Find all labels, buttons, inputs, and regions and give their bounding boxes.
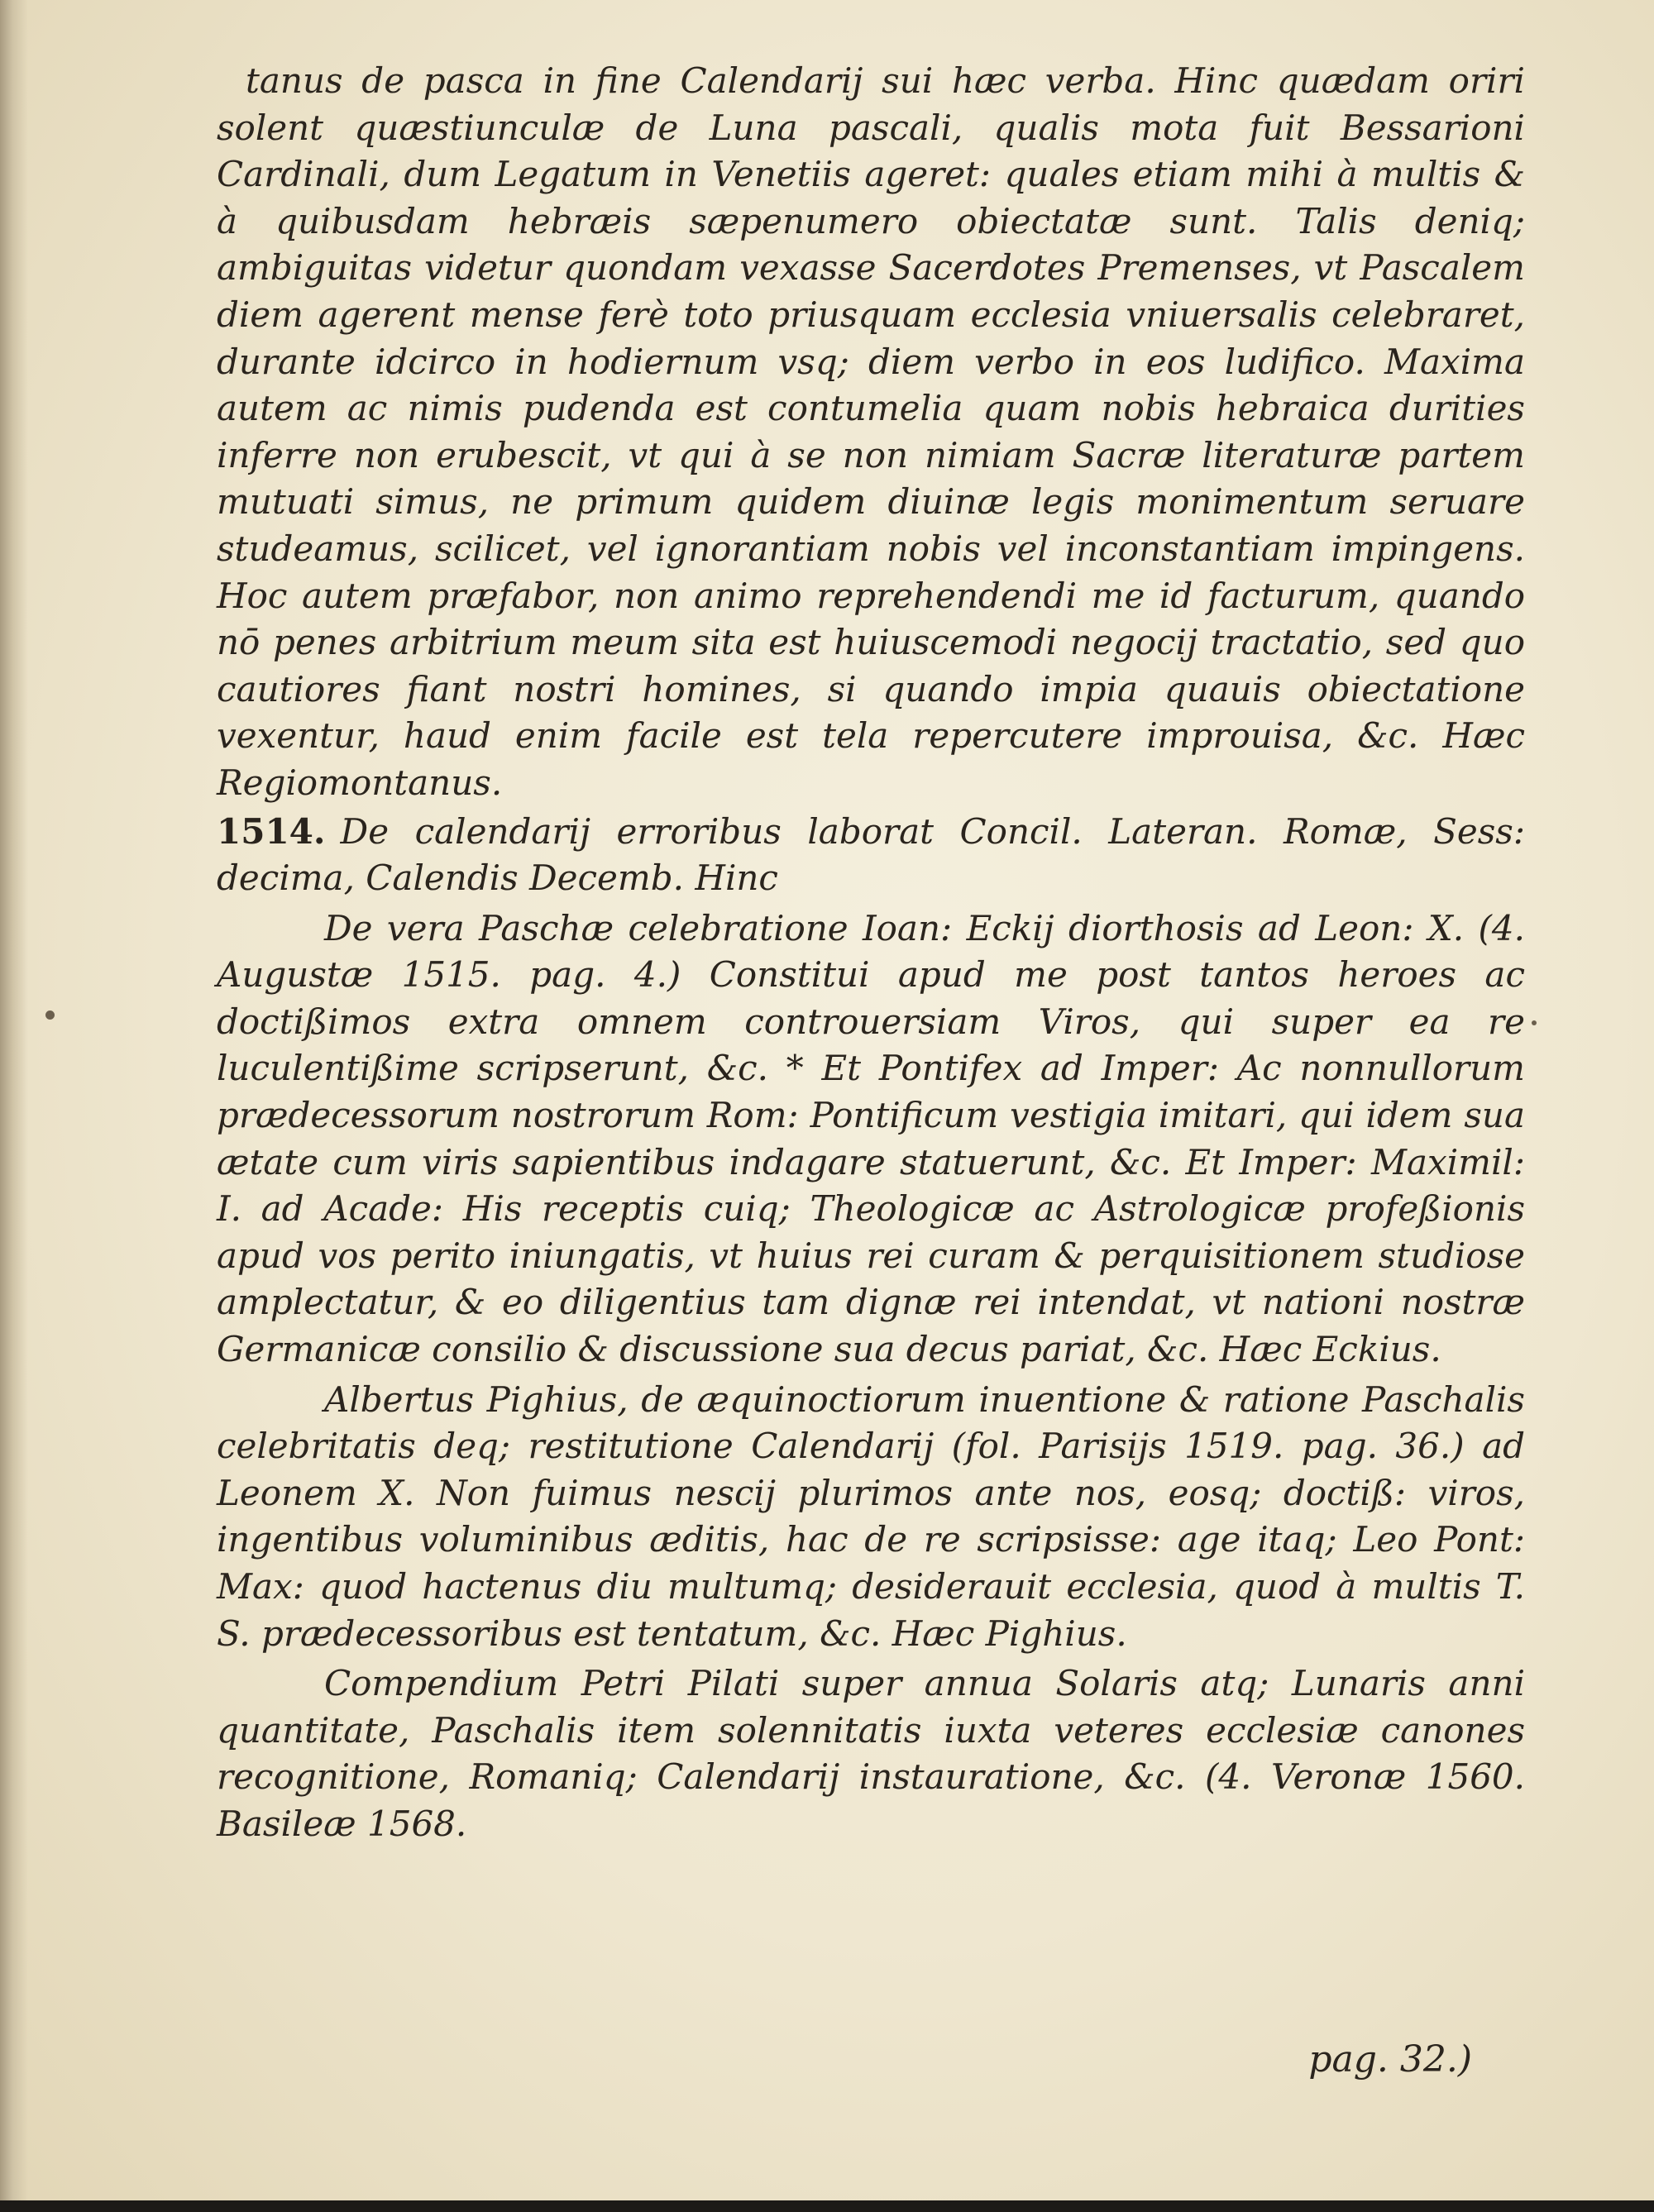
- paragraph-regiomontanus: tanus de pasca in fine Calendarij sui hæc verba. Hinc quædam oriri solent quæstiunculæ de Luna pascali, qualis mota fuit Bessarioni Cardinali, dum Legatum in Venetiis ageret: quales etiam mihi à multis & à quibusdam hebræis sæpenumero obiectatæ sunt. Talis deniq; ambiguitas videtur quondam vexasse Sacerdotes Premenses, vt Pascalem diem agerent mense ferè toto priusquam ecclesia vniuersalis celebraret, durante idcirco in hodiernum vsq; diem verbo in eos ludifico. Maxima autem ac nimis pudenda est contumelia quam nobis hebraica durities inferre non erubescit, vt qui à se non nimiam Sacræ literaturæ partem mutuati simus, ne primum quidem diuinæ legis monimentum seruare studeamus, scilicet, vel ignorantiam nobis vel inconstantiam impingens. Hoc autem præfabor, non animo reprehendendi me id facturum, quando nō penes arbitrium meum sita est huiuscemodi negocij tractatio, sed quo cautiores fiant nostri homines, si quando impia quauis obiectatione vexentur, haud enim facile est tela repercutere improuisa, &c. Hæc Regiomontanus.: [217, 60, 1525, 803]
- page-reference: pag. 32.): [1308, 2038, 1472, 2081]
- body-text: [217, 58, 1525, 1848]
- year-marker: 1514.: [217, 810, 326, 852]
- paragraph-pilati: Compendium Petri Pilati super annua Solaris atq; Lunaris anni quantitate, Paschalis item solennitatis iuxta veteres ecclesiæ canones recognitione, Romaniq; Calendarij instauratione, &c. (4. Veronæ 1560. Basileæ 1568.: [217, 1663, 1525, 1844]
- paragraph-lateran-text: De calendarij erroribus laborat Concil. Lateran. Romæ, Sess: decima, Calendis Decemb. Hinc: [217, 810, 1525, 899]
- binding-edge-shadow: [0, 0, 28, 2212]
- paragraph-lateran-council: [217, 809, 1525, 902]
- scan-bottom-edge: [0, 2200, 1654, 2212]
- ink-speck: [45, 1010, 55, 1020]
- paragraph-eckius: De vera Paschæ celebratione Ioan: Eckij diorthosis ad Leon: X. (4. Augustæ 1515. pag. 4.) Constitui apud me post tantos heroes ac doctißimos extra omnem controuersiam Viros, qui super ea re luculentißime scripserunt, &c. * Et Pontifex ad Imper: Ac nonnullorum prædecessorum nostrorum Rom: Pontificum vestigia imitari, qui idem sua ætate cum viris sapientibus indagare statuerunt, &c. Et Imper: Maximil: I. ad Acade: His receptis cuiq; Theologicæ ac Astrologicæ profeßionis apud vos perito iniungatis, vt huius rei curam & perquisitionem studiose amplectatur, & eo diligentius tam dignæ rei intendat, vt nationi nostræ Germanicæ consilio & discussione sua decus pariat, &c. Hæc Eckius.: [217, 907, 1525, 1370]
- paragraph-pighius: Albertus Pighius, de æquinoctiorum inuentione & ratione Paschalis celebritatis deq; restitutione Calendarij (fol. Parisijs 1519. pag. 36.) ad Leonem X. Non fuimus nescij plurimos ante nos, eosq; doctiß: viros, ingentibus voluminibus æditis, hac de re scripsisse: age itaq; Leo Pont: Max: quod hactenus diu multumq; desiderauit ecclesia, quod à multis T. S. prædecessoribus est tentatum, &c. Hæc Pighius.: [217, 1378, 1525, 1654]
- ink-speck: [1532, 1020, 1537, 1025]
